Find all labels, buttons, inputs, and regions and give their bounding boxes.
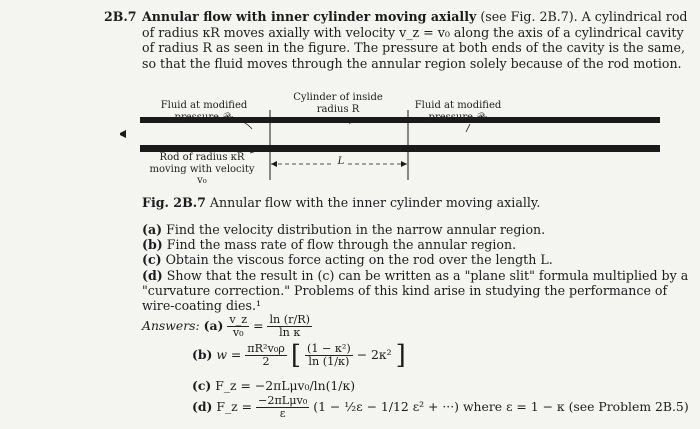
- answer-b: (b) w = $\frac{\text{πR²v₀ρ}}{2}$ [ $\frac{\text{(1 − κ²)}}{\ln (1/\kappa)}$ − 2κ² ]: [192, 340, 406, 371]
- problem-text: (see Fig. 2B.7). A cylindrical rod of radius κR moves axially with velocity v_z = v₀ along the axis of a cylindrical cavity of radius R as seen in the figure. The pressure at both ends of the cavity is the same, so that the fluid moves through the annular region solely because of the rod motion.: [142, 9, 688, 71]
- label-rod: Rod of radius κR moving with velocity v₀: [149, 152, 255, 186]
- question-item: (a) Find the velocity distribution in the narrow annular region.: [142, 222, 546, 237]
- figure-annular-flow: [120, 88, 680, 188]
- question-item: (d) Show that the result in (c) can be written as a "plane slit" formula multiplied by a "curvature correction." Problems of this kind arise in studying the performance of wire-coating dies.¹: [142, 267, 689, 314]
- answer-d: (d) F_z = $\frac{\text{−2πLμv₀}}{\varepsilon}$ (1 − ½ε − 1/12 ε² + ···) where ε = 1 − κ (see Problem 2B.5): [192, 394, 689, 420]
- caption-number: Fig. 2B.7: [142, 195, 206, 210]
- problem-paragraph: [142, 9, 692, 71]
- answers-heading: Answers:: [142, 318, 200, 333]
- label-fluid-left: Fluid at modified pressure 𝒫₀: [160, 100, 248, 123]
- label-fluid-right: Fluid at modified pressure 𝒫₀: [414, 100, 502, 123]
- question-item: (c) Obtain the viscous force acting on the rod over the length L.: [142, 252, 553, 268]
- label-length: L: [334, 156, 348, 168]
- problem-number: 2B.7: [104, 9, 137, 24]
- answer-c: (c) F_z = −2πLμv₀/ln(1/κ): [192, 378, 356, 393]
- caption-text: Annular flow with the inner cylinder moving axially.: [209, 195, 541, 210]
- problem-title: Annular flow with inner cylinder moving axially: [142, 9, 477, 24]
- question-list: [142, 222, 690, 313]
- motion-arrow-icon: [120, 130, 126, 138]
- answer-a: Answers: (a) $\frac{v\_z}{\text{v₀}}$ = $\frac{\ln (r/R)}{\text{ln κ}}$: [142, 313, 311, 339]
- rod: [140, 145, 660, 152]
- question-item: (b) Find the mass rate of flow through the annular region.: [142, 237, 517, 253]
- figure-caption: [142, 195, 540, 210]
- label-cylinder: Cylinder of inside radius R: [293, 92, 383, 115]
